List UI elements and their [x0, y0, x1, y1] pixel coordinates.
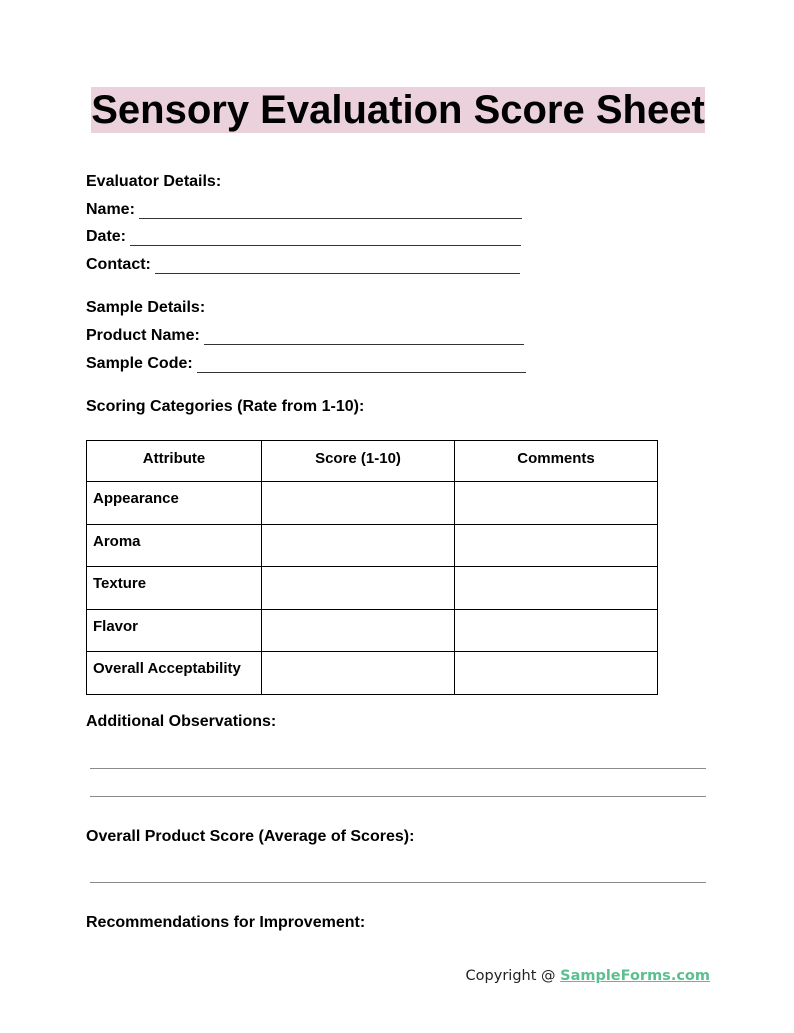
- comments-cell[interactable]: [455, 567, 658, 610]
- contact-label: Contact:: [86, 256, 151, 273]
- score-cell[interactable]: [262, 524, 455, 567]
- attribute-cell: Overall Acceptability: [87, 652, 262, 695]
- score-cell[interactable]: [262, 567, 455, 610]
- product-name-label: Product Name:: [86, 327, 200, 344]
- name-input-line[interactable]: [139, 204, 522, 219]
- page-title: Sensory Evaluation Score Sheet: [91, 88, 705, 132]
- overall-score-heading: Overall Product Score (Average of Scores):: [86, 828, 415, 845]
- comments-cell[interactable]: [455, 652, 658, 695]
- observations-writing-line[interactable]: [90, 768, 706, 769]
- score-cell[interactable]: [262, 609, 455, 652]
- sample-code-label: Sample Code:: [86, 355, 193, 372]
- attribute-cell: Appearance: [87, 482, 262, 525]
- comments-cell[interactable]: [455, 609, 658, 652]
- score-cell[interactable]: [262, 482, 455, 525]
- copyright-footer: [466, 968, 710, 984]
- date-label: Date:: [86, 228, 127, 245]
- sampleforms-link[interactable]: SampleForms.com: [560, 968, 710, 984]
- attribute-cell: Aroma: [87, 524, 262, 567]
- table-row: [87, 567, 658, 610]
- observations-writing-line[interactable]: [90, 796, 706, 797]
- contact-input-line[interactable]: [155, 259, 520, 274]
- sample-details-heading: Sample Details:: [86, 299, 206, 316]
- table-row: [87, 609, 658, 652]
- comments-cell[interactable]: [455, 524, 658, 567]
- overall-score-writing-line[interactable]: [90, 882, 706, 883]
- table-row: [87, 652, 658, 695]
- contact-field[interactable]: [86, 256, 520, 274]
- product-name-field[interactable]: [86, 327, 524, 345]
- date-field[interactable]: [86, 228, 521, 246]
- column-header-score: Score (1-10): [262, 441, 455, 482]
- date-input-line[interactable]: [130, 231, 521, 246]
- name-field[interactable]: [86, 201, 522, 219]
- sample-code-input-line[interactable]: [197, 358, 526, 373]
- attribute-cell: Flavor: [87, 609, 262, 652]
- column-header-attribute: Attribute: [87, 441, 262, 482]
- sample-code-field[interactable]: [86, 355, 526, 373]
- name-label: Name:: [86, 201, 135, 218]
- scoring-table: [86, 440, 658, 695]
- attribute-cell: Texture: [87, 567, 262, 610]
- scoring-categories-heading: Scoring Categories (Rate from 1-10):: [86, 398, 365, 415]
- column-header-comments: Comments: [455, 441, 658, 482]
- product-name-input-line[interactable]: [204, 330, 524, 345]
- table-header-row: [87, 441, 658, 482]
- copyright-text: Copyright @: [465, 968, 561, 984]
- comments-cell[interactable]: [455, 482, 658, 525]
- table-row: [87, 524, 658, 567]
- recommendations-heading: Recommendations for Improvement:: [86, 914, 366, 931]
- evaluator-details-heading: Evaluator Details:: [86, 173, 222, 190]
- additional-observations-heading: Additional Observations:: [86, 713, 277, 730]
- score-cell[interactable]: [262, 652, 455, 695]
- table-row: [87, 482, 658, 525]
